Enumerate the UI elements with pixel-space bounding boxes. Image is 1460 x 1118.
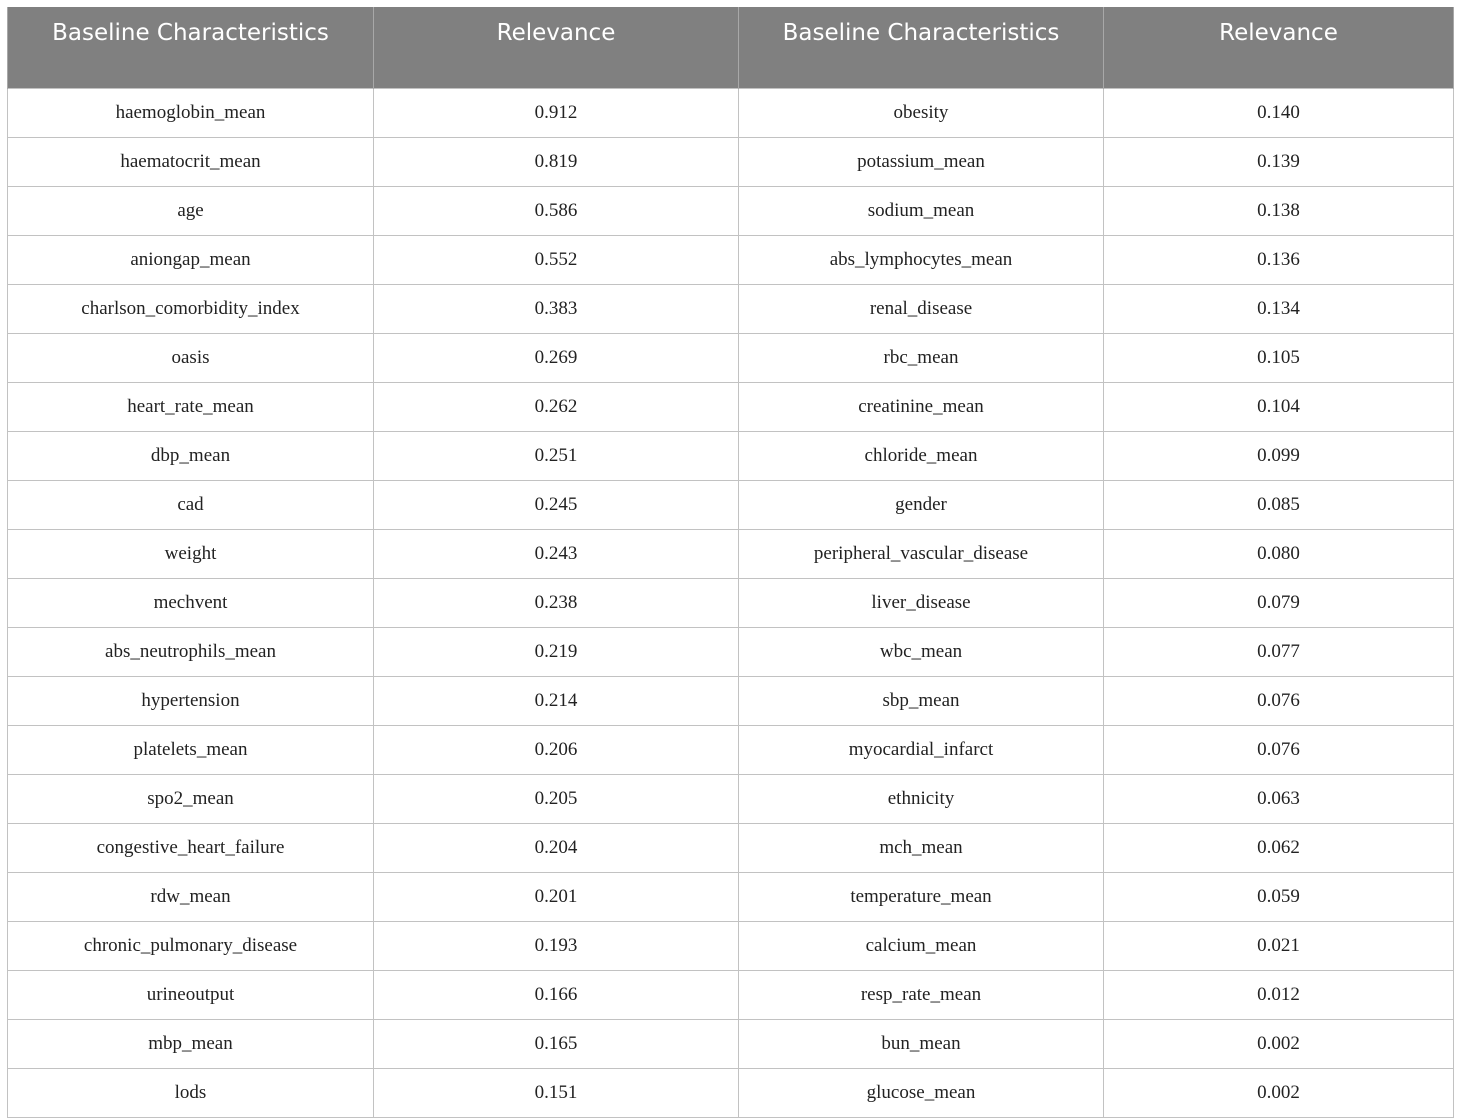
table-row bbox=[8, 382, 1454, 431]
characteristic-right-cell: sodium_mean bbox=[739, 186, 1104, 235]
characteristic-right-cell: temperature_mean bbox=[739, 872, 1104, 921]
characteristic-left-cell: abs_neutrophils_mean bbox=[8, 627, 374, 676]
relevance-right-cell: 0.134 bbox=[1104, 284, 1454, 333]
table-row bbox=[8, 529, 1454, 578]
relevance-right-cell: 0.002 bbox=[1104, 1068, 1454, 1117]
table-row bbox=[8, 1019, 1454, 1068]
characteristic-right-cell: glucose_mean bbox=[739, 1068, 1104, 1117]
relevance-left-cell: 0.206 bbox=[374, 725, 739, 774]
characteristic-right-cell: abs_lymphocytes_mean bbox=[739, 235, 1104, 284]
characteristic-left-cell: mechvent bbox=[8, 578, 374, 627]
characteristic-left-cell: haemoglobin_mean bbox=[8, 88, 374, 137]
relevance-right-cell: 0.063 bbox=[1104, 774, 1454, 823]
characteristic-left-cell: spo2_mean bbox=[8, 774, 374, 823]
relevance-left-cell: 0.245 bbox=[374, 480, 739, 529]
characteristic-left-cell: lods bbox=[8, 1068, 374, 1117]
relevance-right-cell: 0.139 bbox=[1104, 137, 1454, 186]
characteristic-left-cell: haematocrit_mean bbox=[8, 137, 374, 186]
characteristic-right-cell: wbc_mean bbox=[739, 627, 1104, 676]
characteristic-left-cell: chronic_pulmonary_disease bbox=[8, 921, 374, 970]
characteristic-right-cell: obesity bbox=[739, 88, 1104, 137]
table-row bbox=[8, 627, 1454, 676]
characteristic-right-cell: sbp_mean bbox=[739, 676, 1104, 725]
relevance-right-cell: 0.076 bbox=[1104, 676, 1454, 725]
relevance-left-cell: 0.552 bbox=[374, 235, 739, 284]
header-baseline-characteristics-right: Baseline Characteristics bbox=[739, 7, 1104, 88]
table-body bbox=[8, 88, 1454, 1117]
relevance-left-cell: 0.243 bbox=[374, 529, 739, 578]
header-row bbox=[8, 7, 1454, 88]
relevance-left-cell: 0.151 bbox=[374, 1068, 739, 1117]
table-row bbox=[8, 1068, 1454, 1117]
characteristic-right-cell: renal_disease bbox=[739, 284, 1104, 333]
characteristic-left-cell: congestive_heart_failure bbox=[8, 823, 374, 872]
table-row bbox=[8, 872, 1454, 921]
characteristic-left-cell: oasis bbox=[8, 333, 374, 382]
characteristic-left-cell: heart_rate_mean bbox=[8, 382, 374, 431]
characteristic-right-cell: liver_disease bbox=[739, 578, 1104, 627]
table-row bbox=[8, 676, 1454, 725]
table-row bbox=[8, 88, 1454, 137]
characteristic-left-cell: mbp_mean bbox=[8, 1019, 374, 1068]
characteristic-left-cell: platelets_mean bbox=[8, 725, 374, 774]
relevance-left-cell: 0.269 bbox=[374, 333, 739, 382]
characteristic-right-cell: rbc_mean bbox=[739, 333, 1104, 382]
characteristic-right-cell: resp_rate_mean bbox=[739, 970, 1104, 1019]
relevance-right-cell: 0.105 bbox=[1104, 333, 1454, 382]
table-row bbox=[8, 333, 1454, 382]
relevance-left-cell: 0.201 bbox=[374, 872, 739, 921]
relevance-left-cell: 0.166 bbox=[374, 970, 739, 1019]
relevance-right-cell: 0.062 bbox=[1104, 823, 1454, 872]
characteristic-left-cell: aniongap_mean bbox=[8, 235, 374, 284]
characteristic-left-cell: age bbox=[8, 186, 374, 235]
table-row bbox=[8, 774, 1454, 823]
relevance-left-cell: 0.214 bbox=[374, 676, 739, 725]
characteristic-right-cell: myocardial_infarct bbox=[739, 725, 1104, 774]
characteristic-right-cell: creatinine_mean bbox=[739, 382, 1104, 431]
characteristic-right-cell: peripheral_vascular_disease bbox=[739, 529, 1104, 578]
characteristic-left-cell: charlson_comorbidity_index bbox=[8, 284, 374, 333]
table-row bbox=[8, 235, 1454, 284]
relevance-left-cell: 0.251 bbox=[374, 431, 739, 480]
relevance-left-cell: 0.819 bbox=[374, 137, 739, 186]
relevance-left-cell: 0.205 bbox=[374, 774, 739, 823]
table-row bbox=[8, 970, 1454, 1019]
relevance-right-cell: 0.012 bbox=[1104, 970, 1454, 1019]
relevance-right-cell: 0.099 bbox=[1104, 431, 1454, 480]
relevance-table bbox=[7, 7, 1454, 1118]
table-row bbox=[8, 186, 1454, 235]
relevance-right-cell: 0.079 bbox=[1104, 578, 1454, 627]
relevance-right-cell: 0.138 bbox=[1104, 186, 1454, 235]
table-row bbox=[8, 578, 1454, 627]
characteristic-right-cell: potassium_mean bbox=[739, 137, 1104, 186]
relevance-right-cell: 0.136 bbox=[1104, 235, 1454, 284]
relevance-right-cell: 0.104 bbox=[1104, 382, 1454, 431]
relevance-left-cell: 0.165 bbox=[374, 1019, 739, 1068]
characteristic-right-cell: calcium_mean bbox=[739, 921, 1104, 970]
relevance-right-cell: 0.140 bbox=[1104, 88, 1454, 137]
characteristic-left-cell: hypertension bbox=[8, 676, 374, 725]
characteristic-left-cell: dbp_mean bbox=[8, 431, 374, 480]
relevance-left-cell: 0.912 bbox=[374, 88, 739, 137]
relevance-left-cell: 0.204 bbox=[374, 823, 739, 872]
relevance-right-cell: 0.002 bbox=[1104, 1019, 1454, 1068]
characteristic-left-cell: weight bbox=[8, 529, 374, 578]
characteristic-right-cell: ethnicity bbox=[739, 774, 1104, 823]
table-row bbox=[8, 284, 1454, 333]
characteristic-left-cell: urineoutput bbox=[8, 970, 374, 1019]
table-row bbox=[8, 480, 1454, 529]
table-row bbox=[8, 137, 1454, 186]
relevance-left-cell: 0.262 bbox=[374, 382, 739, 431]
characteristic-left-cell: cad bbox=[8, 480, 374, 529]
table-row bbox=[8, 921, 1454, 970]
relevance-right-cell: 0.076 bbox=[1104, 725, 1454, 774]
characteristic-right-cell: mch_mean bbox=[739, 823, 1104, 872]
table-row bbox=[8, 431, 1454, 480]
characteristic-right-cell: chloride_mean bbox=[739, 431, 1104, 480]
table-row bbox=[8, 823, 1454, 872]
header-relevance-left: Relevance bbox=[374, 7, 739, 88]
header-baseline-characteristics-left: Baseline Characteristics bbox=[8, 7, 374, 88]
relevance-left-cell: 0.238 bbox=[374, 578, 739, 627]
relevance-left-cell: 0.219 bbox=[374, 627, 739, 676]
relevance-left-cell: 0.586 bbox=[374, 186, 739, 235]
relevance-right-cell: 0.085 bbox=[1104, 480, 1454, 529]
table-header bbox=[8, 7, 1454, 88]
characteristic-right-cell: bun_mean bbox=[739, 1019, 1104, 1068]
relevance-right-cell: 0.077 bbox=[1104, 627, 1454, 676]
characteristic-left-cell: rdw_mean bbox=[8, 872, 374, 921]
relevance-right-cell: 0.021 bbox=[1104, 921, 1454, 970]
relevance-right-cell: 0.080 bbox=[1104, 529, 1454, 578]
relevance-left-cell: 0.383 bbox=[374, 284, 739, 333]
header-relevance-right: Relevance bbox=[1104, 7, 1454, 88]
relevance-left-cell: 0.193 bbox=[374, 921, 739, 970]
table-row bbox=[8, 725, 1454, 774]
characteristic-right-cell: gender bbox=[739, 480, 1104, 529]
relevance-right-cell: 0.059 bbox=[1104, 872, 1454, 921]
